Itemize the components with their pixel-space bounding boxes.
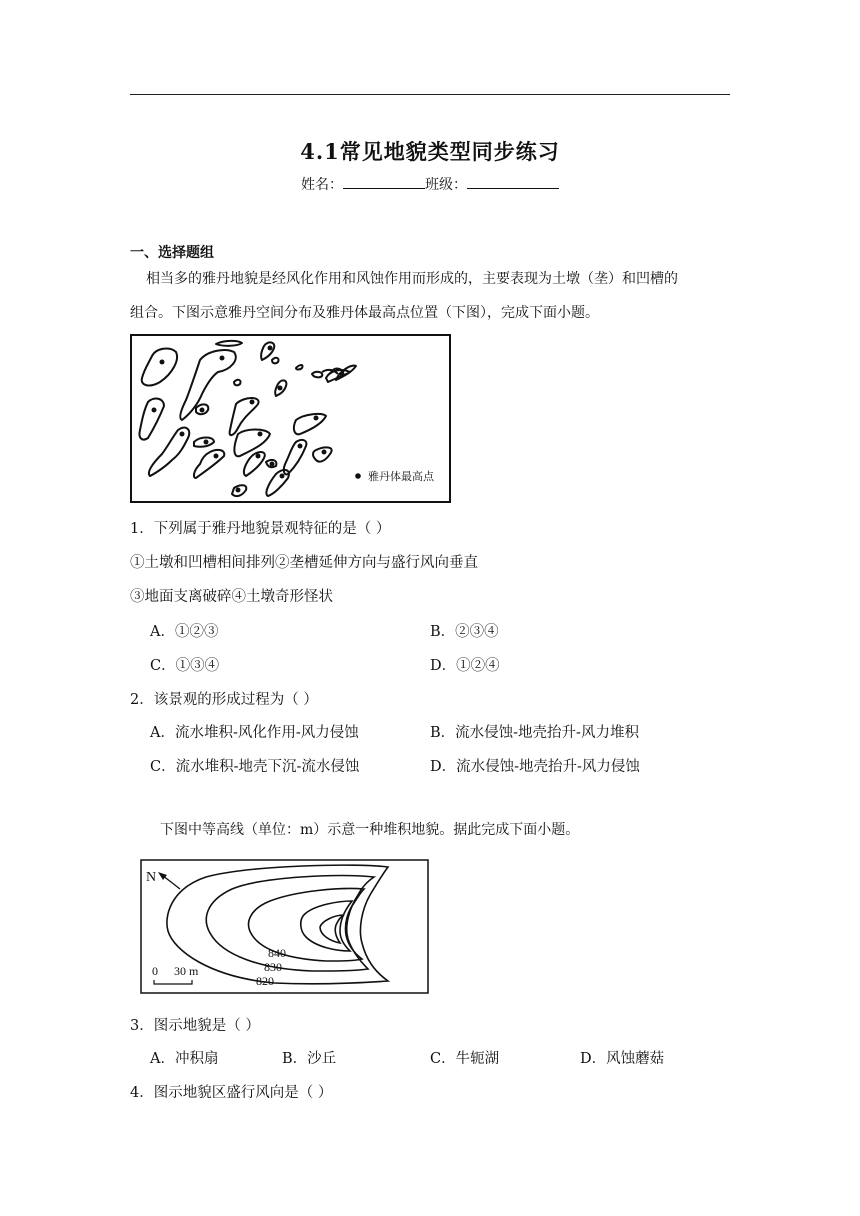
highest-point-dot bbox=[270, 462, 275, 467]
contour-label-830: 830 bbox=[264, 960, 282, 974]
highest-point-dot bbox=[250, 400, 255, 405]
figure1-legend-label: 雅丹体最高点 bbox=[368, 470, 434, 483]
name-blank bbox=[343, 176, 425, 189]
highest-point-dot bbox=[278, 386, 283, 391]
north-label: N bbox=[146, 870, 157, 885]
q1-option-b[interactable]: B．②③④ bbox=[430, 624, 499, 640]
highest-point-dot bbox=[200, 408, 205, 413]
q1-option-d[interactable]: D．①②④ bbox=[430, 658, 500, 674]
highest-point-dot bbox=[322, 450, 327, 455]
q4-stem: 4．图示地貌区盛行风向是（ ） bbox=[130, 1085, 333, 1101]
intro-line-2: 组合。下图示意雅丹空间分布及雅丹体最高点位置（下图），完成下面小题。 bbox=[130, 305, 599, 321]
q2-stem: 2．该景观的形成过程为（ ） bbox=[130, 692, 318, 708]
q1-stem: 1．下列属于雅丹地貌景观特征的是（ ） bbox=[130, 521, 391, 537]
legend-dot bbox=[355, 473, 361, 479]
contour-label-820: 820 bbox=[256, 974, 274, 988]
q1-option-a[interactable]: A．①②③ bbox=[150, 624, 219, 640]
q2-option-b[interactable]: B．流水侵蚀-地壳抬升-风力堆积 bbox=[430, 725, 639, 741]
highest-point-dot bbox=[204, 440, 209, 445]
highest-point-dot bbox=[160, 360, 165, 365]
scale-label: 30 m bbox=[174, 964, 199, 978]
class-label: 班级： bbox=[425, 177, 467, 193]
highest-point-dot bbox=[280, 474, 285, 479]
q3-option-b[interactable]: B．沙丘 bbox=[282, 1051, 337, 1067]
q1-option-c[interactable]: C．①③④ bbox=[150, 658, 220, 674]
dune-contour-figure bbox=[140, 859, 430, 995]
highest-point-dot bbox=[152, 408, 157, 413]
q1-statement-line2: ③地面支离破碎④土墩奇形怪状 bbox=[130, 589, 333, 605]
highest-point-dot bbox=[314, 416, 319, 421]
q1-statement-line1: ①土墩和凹槽相间排列②垄槽延伸方向与盛行风向垂直 bbox=[130, 555, 478, 571]
q3-option-a[interactable]: A．冲积扇 bbox=[150, 1051, 219, 1067]
highest-point-dot bbox=[256, 454, 261, 459]
section-heading: 一、选择题组 bbox=[130, 245, 214, 261]
highest-point-dot bbox=[214, 454, 219, 459]
page-title: 4.1常见地貌类型同步练习 bbox=[300, 139, 560, 164]
name-class-line bbox=[0, 174, 860, 194]
header-rule bbox=[130, 94, 730, 95]
highest-point-dot bbox=[220, 356, 225, 361]
class-blank bbox=[467, 176, 559, 189]
q3-option-c[interactable]: C．牛轭湖 bbox=[430, 1051, 500, 1067]
intro-paragraph bbox=[130, 262, 730, 330]
highest-point-dot bbox=[268, 346, 273, 351]
yardang-distribution-figure bbox=[130, 334, 452, 504]
q2-option-d[interactable]: D．流水侵蚀-地壳抬升-风力侵蚀 bbox=[430, 759, 640, 775]
contour-label-840: 840 bbox=[268, 946, 286, 960]
highest-point-dot bbox=[258, 432, 263, 437]
q3-option-d[interactable]: D．风蚀蘑菇 bbox=[580, 1051, 665, 1067]
q2-option-c[interactable]: C．流水堆积-地壳下沉-流水侵蚀 bbox=[150, 759, 360, 775]
highest-point-dot bbox=[298, 444, 303, 449]
scale-zero: 0 bbox=[152, 964, 158, 978]
q3-stem: 3．图示地貌是（ ） bbox=[130, 1018, 260, 1034]
section2-intro: 下图中等高线（单位：m）示意一种堆积地貌。据此完成下面小题。 bbox=[160, 822, 580, 838]
name-label: 姓名： bbox=[301, 177, 343, 193]
highest-point-dot bbox=[236, 488, 241, 493]
intro-line-1: 相当多的雅丹地貌是经风化作用和风蚀作用而形成的，主要表现为土墩（垄）和凹槽的 bbox=[146, 271, 678, 287]
q2-option-a[interactable]: A．流水堆积-风化作用-风力侵蚀 bbox=[150, 725, 359, 741]
highest-point-dot bbox=[180, 432, 185, 437]
highest-point-dot bbox=[340, 372, 345, 377]
